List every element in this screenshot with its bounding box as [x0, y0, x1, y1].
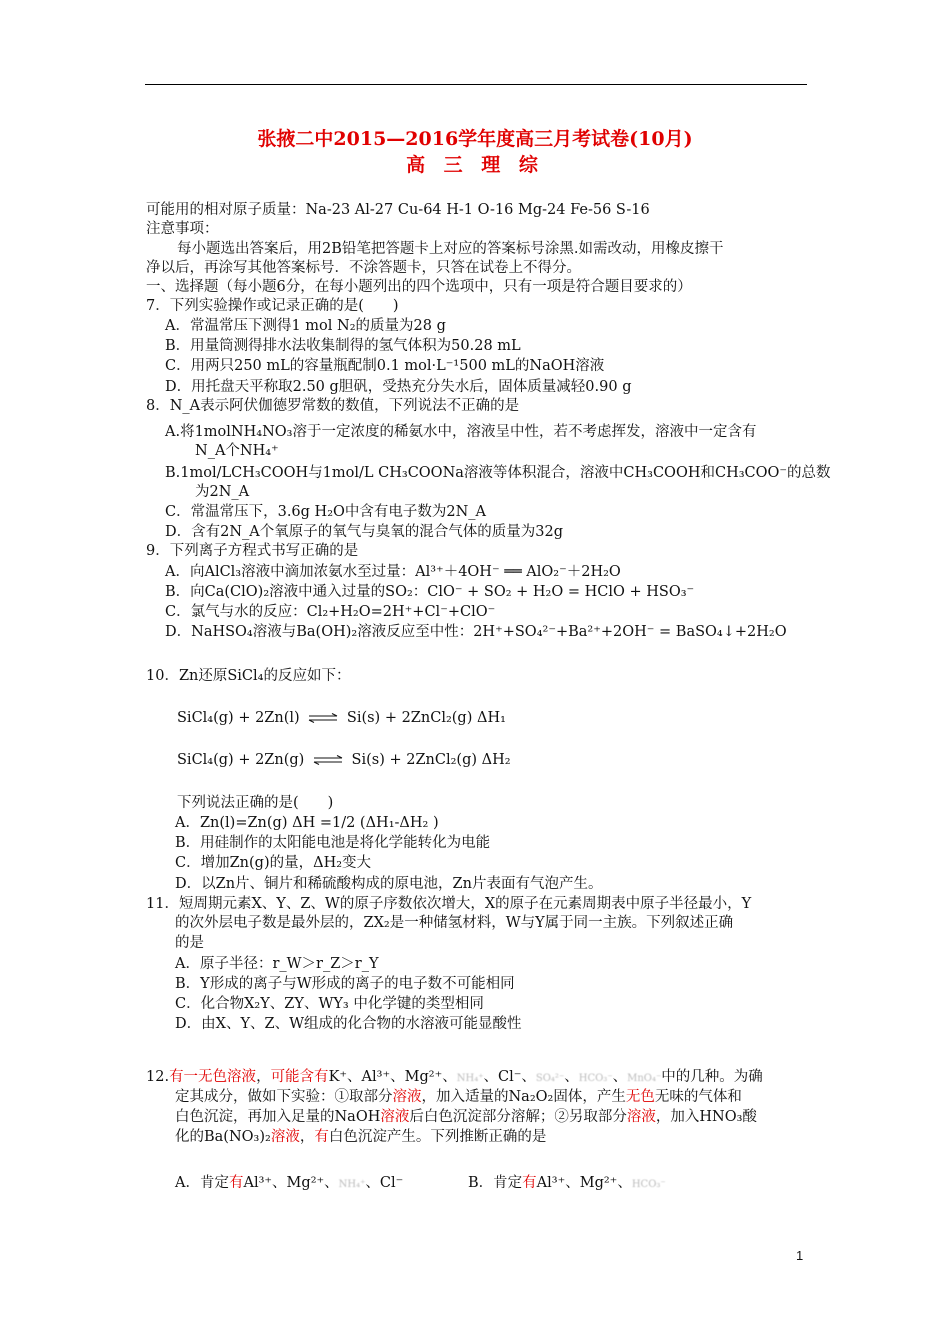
q12-blurred-ion: NH₄⁺: [456, 1073, 484, 1084]
q12-highlight: 溶液: [270, 1129, 300, 1145]
q12-highlight: 有: [522, 1175, 537, 1191]
q12-highlight-1: 有一无色溶液: [169, 1069, 257, 1085]
q10-option-c: C．增加Zn(g)的量，ΔH₂变大: [175, 855, 372, 871]
q7-option-b: B．用量筒测得排水法收集制得的氢气体积为50.28 mL: [165, 338, 521, 354]
q10-option-d: D．以Zn片、铜片和稀硫酸构成的原电池，Zn片表面有气泡产生。: [175, 876, 603, 892]
q9-option-b: B．向Ca(ClO)₂溶液中通入过量的SO₂：ClO⁻ + SO₂ + H₂O = HClO + HSO₃⁻: [165, 584, 695, 600]
q9-option-a: A．向AlCl₃溶液中滴加浓氨水至过量：Al³⁺＋4OH⁻ ══ AlO₂⁻＋2H₂O: [165, 564, 621, 580]
q11-option-d: D．由X、Y、Z、W组成的化合物的水溶液可能显酸性: [175, 1016, 522, 1032]
q10-eq2-products: Si(s) + 2ZnCl₂(g) ΔH₂: [351, 752, 511, 768]
q10-eq2-reactants: SiCl₄(g) + 2Zn(g): [177, 752, 305, 768]
q12-option-b: [468, 1173, 666, 1195]
q12-text: ，加入适量的Na₂O₂固体，产生: [421, 1089, 626, 1105]
q10-equation-1: [177, 708, 506, 728]
q10-equation-2: [177, 750, 511, 770]
q8-stem: 8．N_A表示阿伏伽德罗常数的数值，下列说法不正确的是: [146, 398, 520, 414]
q11-option-a: A．原子半径：r_W＞r_Z＞r_Y: [175, 956, 379, 972]
q8-option-d: D．含有2N_A个氧原子的氧气与臭氧的混合气体的质量为32g: [165, 524, 563, 540]
q8-option-a-line1: A.将1molNH₄NO₃溶于一定浓度的稀氨水中，溶液呈中性，若不考虑挥发，溶液中一定含有: [165, 424, 757, 440]
q12-text: 、: [612, 1069, 628, 1085]
q12-text: ，加入HNO₃酸: [655, 1109, 757, 1125]
q12-blurred-ion: HCO₃⁻: [578, 1073, 613, 1084]
q12-highlight: 溶液: [626, 1109, 656, 1125]
q10-option-a: A．Zn(l)=Zn(g) ΔH =1/2 (ΔH₁-ΔH₂ ): [175, 815, 439, 831]
q12-text: 中的几种。为确: [661, 1069, 763, 1085]
notice-line-1: 每小题选出答案后，用2B铅笔把答题卡上对应的答案标号涂黑.如需改动，用橡皮擦干: [177, 241, 724, 257]
q12-text: 无味的气体和: [654, 1089, 742, 1105]
header-rule: [145, 84, 807, 85]
q12-number: 12.: [146, 1069, 170, 1085]
q9-stem: 9．下列离子方程式书写正确的是: [146, 543, 359, 559]
equilibrium-arrow-icon: [308, 713, 338, 723]
atomic-mass-line: 可能用的相对原子质量：Na-23 Al-27 Cu-64 H-1 O-16 Mg-24 Fe-56 S-16: [146, 202, 650, 218]
q12-stem-line2: [175, 1087, 742, 1107]
page-number: 1: [796, 1248, 804, 1263]
q12-text: 、Cl⁻: [365, 1175, 404, 1191]
exam-subtitle: 高 三 理 综: [406, 154, 544, 176]
q10-sub-stem: 下列说法正确的是( ): [177, 795, 334, 811]
q12-text: 化的Ba(NO₃)₂: [175, 1129, 271, 1145]
q8-option-b-line2: 为2N_A: [195, 484, 250, 500]
q12-text: A．肯定: [175, 1175, 229, 1191]
q12-text: B．肯定: [468, 1175, 523, 1191]
q12-option-a: [175, 1173, 403, 1195]
q11-option-c: C．化合物X₂Y、ZY、WY₃ 中化学键的类型相同: [175, 996, 484, 1012]
q8-option-b-line1: B.1mol/LCH₃COOH与1mol/L CH₃COONa溶液等体积混合，溶液中CH₃COOH和CH₃COO⁻的总数: [165, 465, 831, 481]
q12-blurred-ion: NH₄⁺: [338, 1179, 366, 1190]
section-heading: 一、选择题（每小题6分，在每小题列出的四个选项中，只有一项是符合题目要求的）: [146, 279, 692, 295]
q12-text: ，: [299, 1129, 315, 1145]
q10-eq1-reactants: SiCl₄(g) + 2Zn(l): [177, 710, 300, 726]
notice-heading: 注意事项：: [146, 221, 219, 237]
equilibrium-arrow-icon: [313, 755, 343, 765]
q11-stem-line2: 的次外层电子数是最外层的，ZX₂是一种储氢材料，W与Y属于同一主族。下列叙述正确: [175, 915, 734, 931]
q12-text: 、: [564, 1069, 579, 1085]
q9-option-d: D．NaHSO₄溶液与Ba(OH)₂溶液反应至中性：2H⁺+SO₄²⁻+Ba²⁺+2OH⁻ = BaSO₄↓+2H₂O: [165, 624, 787, 640]
q12-text: Al³⁺、Mg²⁺、: [243, 1175, 339, 1191]
q12-text: ，: [256, 1069, 271, 1085]
q12-text: K⁺、Al³⁺、Mg²⁺、: [328, 1069, 457, 1085]
q10-stem: 10．Zn还原SiCl₄的反应如下：: [146, 668, 351, 684]
q12-blurred-ion: MnO₄⁻: [627, 1073, 662, 1084]
q10-option-b: B．用硅制作的太阳能电池是将化学能转化为电能: [175, 835, 491, 851]
q10-eq1-products: Si(s) + 2ZnCl₂(g) ΔH₁: [346, 710, 506, 726]
q7-stem: 7．下列实验操作或记录正确的是( ): [146, 298, 399, 314]
q12-highlight: 溶液: [392, 1089, 422, 1105]
q12-highlight: 有: [314, 1129, 329, 1145]
q12-text: 白色沉淀，再加入足量的NaOH: [175, 1109, 381, 1125]
q8-option-c: C．常温常压下，3.6g H₂O中含有电子数为2N_A: [165, 504, 487, 520]
q11-stem-line3: 的是: [175, 935, 204, 951]
q12-blurred-ion: HCO₃⁻: [631, 1179, 666, 1190]
q12-highlight: 无色: [625, 1089, 655, 1105]
q12-blurred-ion: SO₄²⁻: [535, 1073, 565, 1084]
q12-highlight: 有: [228, 1175, 244, 1191]
q9-option-c: C．氯气与水的反应：Cl₂+H₂O=2H⁺+Cl⁻+ClO⁻: [165, 604, 496, 620]
q11-option-b: B．Y形成的离子与W形成的离子的电子数不可能相同: [175, 976, 515, 992]
q12-text: 、Cl⁻、: [483, 1069, 536, 1085]
q7-option-a: A．常温常压下测得1 mol N₂的质量为28 g: [165, 318, 446, 334]
q11-stem-line1: 11．短周期元素X、Y、Z、W的原子序数依次增大，X的原子在元素周期表中原子半径最小，Y: [146, 896, 752, 912]
q12-text: 后白色沉淀部分溶解；②另取部分: [409, 1109, 627, 1125]
q12-highlight: 溶液: [380, 1109, 410, 1125]
q12-stem-line3: [175, 1107, 757, 1127]
q7-option-c: C．用两只250 mL的容量瓶配制0.1 mol·L⁻¹500 mL的NaOH溶液: [165, 358, 605, 374]
q7-option-d: D．用托盘天平称取2.50 g胆矾，受热充分失水后，固体质量减轻0.90 g: [165, 379, 632, 395]
q8-option-a-line2: N_A个NH₄⁺: [195, 443, 279, 459]
notice-line-2: 净以后，再涂写其他答案标号．不涂答题卡，只答在试卷上不得分。: [146, 260, 581, 276]
q12-highlight-2: 可能含有: [270, 1069, 329, 1085]
q12-stem-line1: [146, 1067, 763, 1089]
q12-text: 定其成分，做如下实验：①取部分: [175, 1089, 393, 1105]
exam-title: 张掖二中2015—2016学年度高三月考试卷(10月): [257, 128, 693, 150]
q12-stem-line4: [175, 1127, 546, 1147]
q12-text: 白色沉淀产生。下列推断正确的是: [328, 1129, 547, 1145]
q12-text: Al³⁺、Mg²⁺、: [536, 1175, 632, 1191]
